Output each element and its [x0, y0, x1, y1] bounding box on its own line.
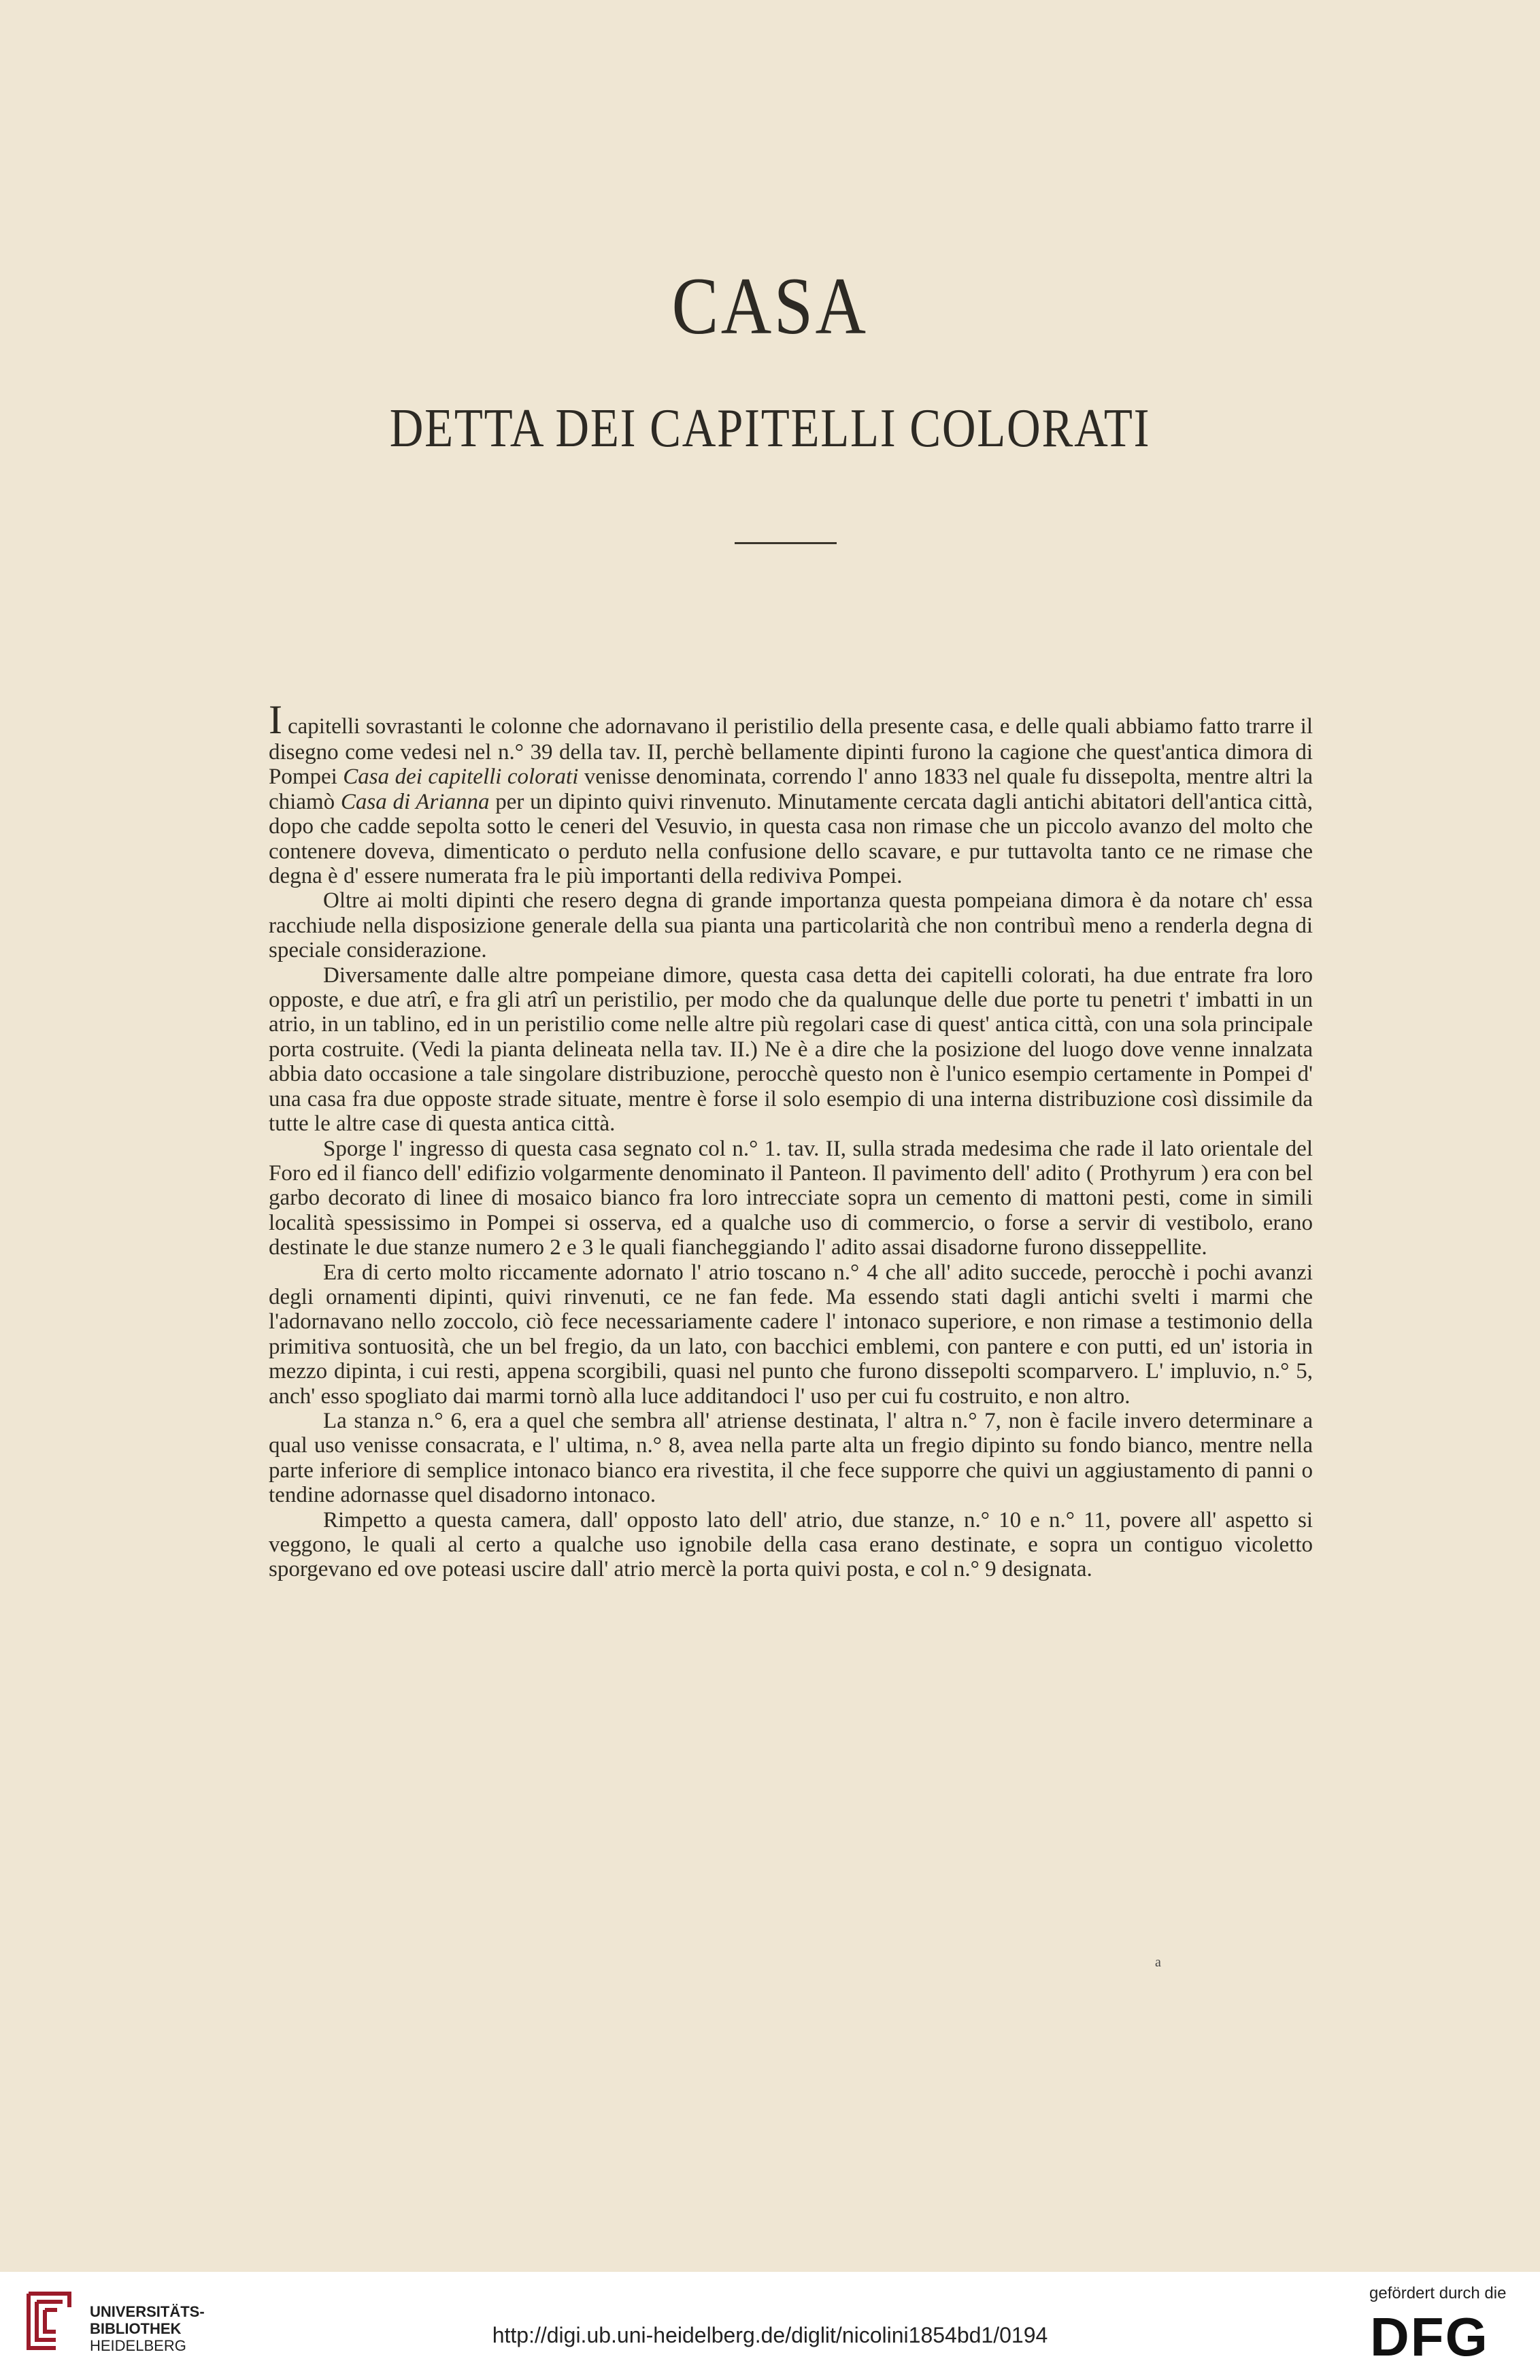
- library-name-line-1: UNIVERSITÄTS-: [90, 2303, 205, 2320]
- paragraph-text: La stanza n.° 6, era a quel che sembra all' atriense destinata, l' altra n.° 7, non è facile invero determinare a qual uso venisse consacrata, e l' ultima, n.° 8, avea nella parte alta un fregio dipinto su fondo bianco, mentre nella parte inferiore di semplice intonaco bianco era rivestita, il che fece supporre che quivi un aggiustamento di panni o tendine adornasse quel disadorno intonaco.: [269, 1408, 1313, 1508]
- paragraph-text: Oltre ai molti dipinti che resero degna di grande importanza questa pompeiana dimora è da notare ch' essa racchiude nella disposizione generale della sua pianta una particolarità che non contribuì meno a renderla degna di speciale considerazione.: [269, 888, 1313, 963]
- body-paragraph: [269, 1260, 1313, 1409]
- italic-title-text: Casa dei capitelli colorati: [343, 765, 579, 790]
- paragraph-text: capitelli sovrastanti le colonne che adornavano il peristilio della presente casa, e delle quali abbiamo fatto trarre il disegno come vedesi nel n.° 39 della tav. II, perchè bellamente dipinti furono la cagione che quest'antica dimora di Pompei: [269, 714, 1313, 790]
- paragraph-text: Era di certo molto riccamente adornato l' atrio toscano n.° 4 che all' adito succede, perocchè i pochi avanzi degli ornamenti dipinti, quivi rinvenuti, ce ne fan fede. Ma essendo stati dagli antichi svelti i marmi che l'adornavano nello zoccolo, ciò fece necessariamente cadere l' intonaco superiore, e non rimase a testimonio della primitiva sontuosità, che un bel fregio, da un lato, con bacchici emblemi, con pantere e con putti, ed un' istoria in mezzo dipinta, i cui resti, appena scorgibili, quasi nel punto che furono dissepolti scomparvero. L' impluvio, n.° 5, anch' esso spogliato dai marmi tornò alla luce additandoci l' uso per cui fu costruito, e non altro.: [269, 1260, 1313, 1409]
- page-subtitle: DETTA DEI CAPITELLI COLORATI: [389, 399, 1151, 458]
- funded-by-label: gefördert durch die: [1369, 2284, 1507, 2302]
- paragraph-text: Sporge l' ingresso di questa casa segnato col n.° 1. tav. II, sulla strada medesima che rade il lato orientale del Foro ed il fianco dell' edifizio volgarmente denominato il Panteon. Il pavimento dell' adito ( Prothyrum ) era con bel garbo decorato di linee di mosaico bianco fra loro intrecciate sopra un cemento di mattoni pesti, come in simili località spessissimo in Pompei si osserva, ed a qualche uso di commercio, o forse a servir di vestibolo, erano destinate le due stanze numero 2 e 3 le quali fiancheggiando l' adito assai disadorne furono disseppellite.: [269, 1136, 1313, 1260]
- body-paragraph: [269, 963, 1313, 1137]
- signature-mark: a: [1155, 1955, 1161, 1970]
- body-paragraph: [269, 1409, 1313, 1508]
- dfg-logo-icon: DFG: [1370, 2307, 1489, 2367]
- source-url-link[interactable]: http://digi.ub.uni-heidelberg.de/diglit/nicolini1854bd1/0194: [492, 2323, 1048, 2347]
- paragraph-text: per un dipinto quivi rinvenuto. Minutamente cercata dagli antichi abitatori dell'antica città, dopo che cadde sepolta sotto le ceneri del Vesuvio, in questa casa non rimase che un piccolo avanzo del molto che contenere doveva, dimenticato o perduto nella confusione dello scavare, e pur tuttavolta tanto ce ne rimase che degna è d' essere numerata fra le più importanti della rediviva Pompei.: [269, 789, 1313, 889]
- library-name-line-3: HEIDELBERG: [90, 2337, 186, 2354]
- library-name-line-2: BIBLIOTHEK: [90, 2320, 182, 2337]
- body-paragraph: [269, 699, 1313, 888]
- title-divider: [735, 542, 837, 544]
- body-paragraph: [269, 1508, 1313, 1582]
- drop-cap: I: [269, 697, 282, 742]
- page-title: CASA: [671, 261, 869, 351]
- body-text: [269, 699, 1313, 1582]
- paragraph-text: venisse denominata, correndo l' anno 1833 nel quale fu dissepolta, mentre altri la chiamò: [269, 765, 1313, 814]
- body-paragraph: [269, 888, 1313, 962]
- paragraph-text: Diversamente dalle altre pompeiane dimore, questa casa detta dei capitelli colorati, ha due entrate fra loro opposte, e due atrî, e fra gli atrî un peristilio, per modo che da qualunque delle due porte tu penetri t' imbatti in un atrio, in un tablino, ed in un peristilio come nelle altre più regolari case di quest' antica città, con una sola principale porta costruite. (Vedi la pianta delineata nella tav. II.) Ne è a dire che la posizione del luogo dove venne innalzata abbia dato occasione a tale singolare distribuzione, perocchè questo non è l'unico esempio certamente in Pompei d' una casa fra due opposte strade situate, mentre è forse il solo esempio di una interna distribuzione così dissimile da tutte le altre case di questa antica città.: [269, 962, 1313, 1137]
- paragraph-text: Rimpetto a questa camera, dall' opposto lato dell' atrio, due stanze, n.° 10 e n.° 11, povere all' aspetto si veggono, le quali al certo a qualche uso ignobile della casa erano destinate, e sopra un contiguo vicoletto sporgevano ed ove poteasi uscire dall' atrio mercè la porta quivi posta, e col n.° 9 designata.: [269, 1507, 1313, 1582]
- body-paragraph: [269, 1137, 1313, 1260]
- italic-title-text: Casa di Arianna: [340, 789, 490, 814]
